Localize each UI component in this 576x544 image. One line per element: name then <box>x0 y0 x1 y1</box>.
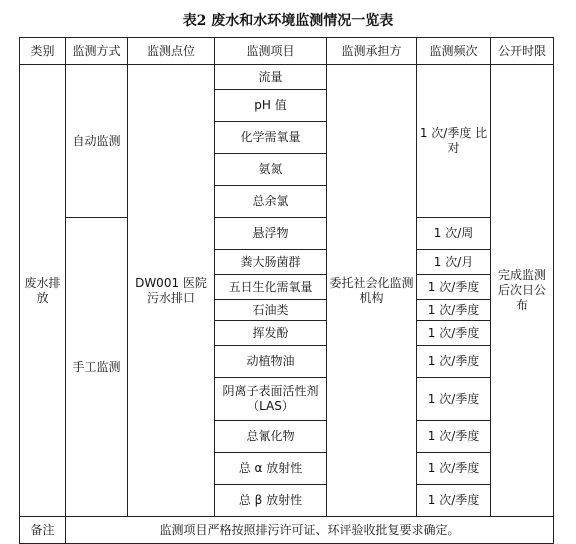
note-label: 备注 <box>20 517 66 544</box>
header-point: 监测点位 <box>128 38 215 65</box>
item-ss: 悬浮物 <box>215 218 327 250</box>
frequency-beta: 1 次/季度 <box>417 485 491 517</box>
frequency-coliform: 1 次/月 <box>417 250 491 275</box>
item-las: 阴离子表面活性剂（LAS） <box>215 378 327 421</box>
note-text: 监测项目严格按照排污许可证、环评验收批复要求确定。 <box>66 517 554 544</box>
point-cell: DW001 医院污水排口 <box>128 65 215 517</box>
frequency-bod: 1 次/季度 <box>417 275 491 300</box>
frequency-ss: 1 次/周 <box>417 218 491 250</box>
disclosure-cell: 完成监测后次日公布 <box>491 65 554 517</box>
header-row <box>20 38 554 65</box>
item-beta: 总 β 放射性 <box>215 485 327 517</box>
monitoring-table <box>19 37 554 544</box>
item-alpha: 总 α 放射性 <box>215 453 327 485</box>
category-cell: 废水排放 <box>20 65 66 517</box>
item-bod: 五日生化需氧量 <box>215 275 327 300</box>
header-category: 类别 <box>20 38 66 65</box>
frequency-auto: 1 次/季度 比对 <box>417 65 491 218</box>
item-phenol: 挥发酚 <box>215 321 327 346</box>
item-ph: pH 值 <box>215 90 327 122</box>
table-title: 表2 废水和水环境监测情况一览表 <box>182 13 394 29</box>
frequency-las: 1 次/季度 <box>417 378 491 421</box>
item-oil: 石油类 <box>215 300 327 321</box>
note-row <box>20 517 554 544</box>
item-animal-oil: 动植物油 <box>215 346 327 378</box>
header-frequency: 监测频次 <box>417 38 491 65</box>
frequency-alpha: 1 次/季度 <box>417 453 491 485</box>
item-nh3: 氨氮 <box>215 154 327 186</box>
item-cod: 化学需氧量 <box>215 122 327 154</box>
frequency-oil: 1 次/季度 <box>417 300 491 321</box>
table-row <box>20 65 554 90</box>
item-coliform: 粪大肠菌群 <box>215 250 327 275</box>
responsible-cell: 委托社会化监测机构 <box>327 65 417 517</box>
item-cyanide: 总氰化物 <box>215 421 327 453</box>
header-method: 监测方式 <box>66 38 128 65</box>
item-flow: 流量 <box>215 65 327 90</box>
method-auto-cell: 自动监测 <box>66 65 128 218</box>
frequency-phenol: 1 次/季度 <box>417 321 491 346</box>
method-manual-cell: 手工监测 <box>66 218 128 517</box>
frequency-animal-oil: 1 次/季度 <box>417 346 491 378</box>
item-chlorine: 总余氯 <box>215 186 327 218</box>
header-responsible: 监测承担方 <box>327 38 417 65</box>
header-item: 监测项目 <box>215 38 327 65</box>
table-row <box>20 218 554 250</box>
header-disclosure: 公开时限 <box>491 38 554 65</box>
frequency-cyanide: 1 次/季度 <box>417 421 491 453</box>
